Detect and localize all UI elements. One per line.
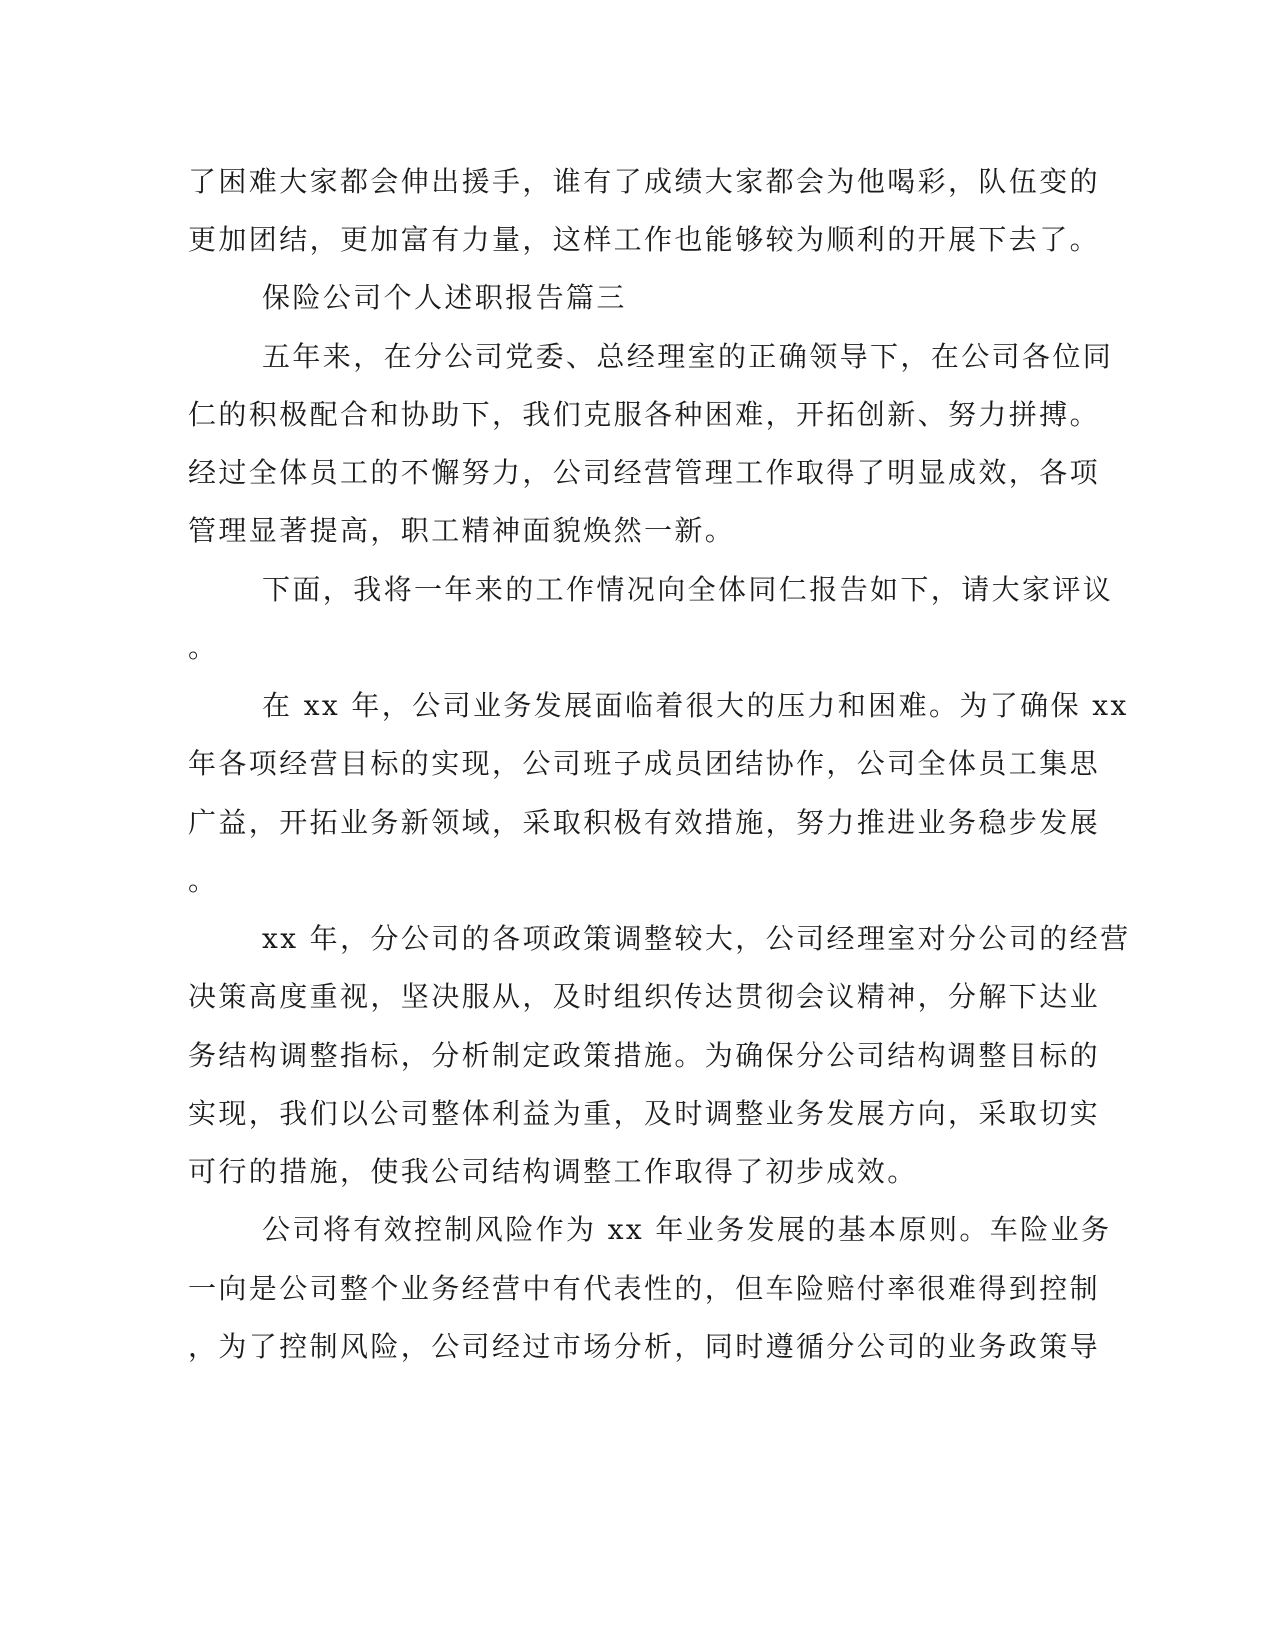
paragraph-line: 了困难大家都会伸出援手，谁有了成绩大家都会为他喝彩，队伍变的	[188, 165, 1101, 198]
paragraph-line: 一向是公司整个业务经营中有代表性的，但车险赔付率很难得到控制	[188, 1272, 1101, 1305]
paragraph-line: 可行的措施，使我公司结构调整工作取得了初步成效。	[188, 1155, 918, 1188]
paragraph-line: 公司将有效控制风险作为 xx 年业务发展的基本原则。车险业务	[262, 1213, 1112, 1246]
paragraph-line: 务结构调整指标，分析制定政策措施。为确保分公司结构调整目标的	[188, 1039, 1101, 1072]
paragraph-line: 管理显著提高，职工精神面貌焕然一新。	[188, 514, 736, 547]
paragraph-line: 年各项经营目标的实现，公司班子成员团结协作，公司全体员工集思	[188, 747, 1101, 780]
paragraph-line: 在 xx 年，公司业务发展面临着很大的压力和困难。为了确保 xx	[262, 689, 1129, 722]
paragraph-line: 下面，我将一年来的工作情况向全体同仁报告如下，请大家评议	[262, 573, 1114, 606]
paragraph-line: 更加团结，更加富有力量，这样工作也能够较为顺利的开展下去了。	[188, 223, 1101, 256]
paragraph-line: 五年来，在分公司党委、总经理室的正确领导下，在公司各位同	[262, 340, 1114, 373]
paragraph-line: 经过全体员工的不懈努力，公司经营管理工作取得了明显成效，各项	[188, 456, 1101, 489]
paragraph-line: 实现，我们以公司整体利益为重，及时调整业务发展方向，采取切实	[188, 1097, 1101, 1130]
paragraph-line: xx 年，分公司的各项政策调整较大，公司经理室对分公司的经营	[262, 922, 1131, 955]
paragraph-line: 仁的积极配合和协助下，我们克服各种困难，开拓创新、努力拼搏。	[188, 398, 1101, 431]
section-heading: 保险公司个人述职报告篇三	[262, 281, 627, 314]
paragraph-line: 。	[188, 864, 219, 897]
paragraph-line: 决策高度重视，坚决服从，及时组织传达贯彻会议精神，分解下达业	[188, 980, 1101, 1013]
paragraph-line: 广益，开拓业务新领域，采取积极有效措施，努力推进业务稳步发展	[188, 806, 1101, 839]
paragraph-line: 。	[188, 631, 219, 664]
paragraph-line: ，为了控制风险，公司经过市场分析，同时遵循分公司的业务政策导	[188, 1330, 1101, 1363]
